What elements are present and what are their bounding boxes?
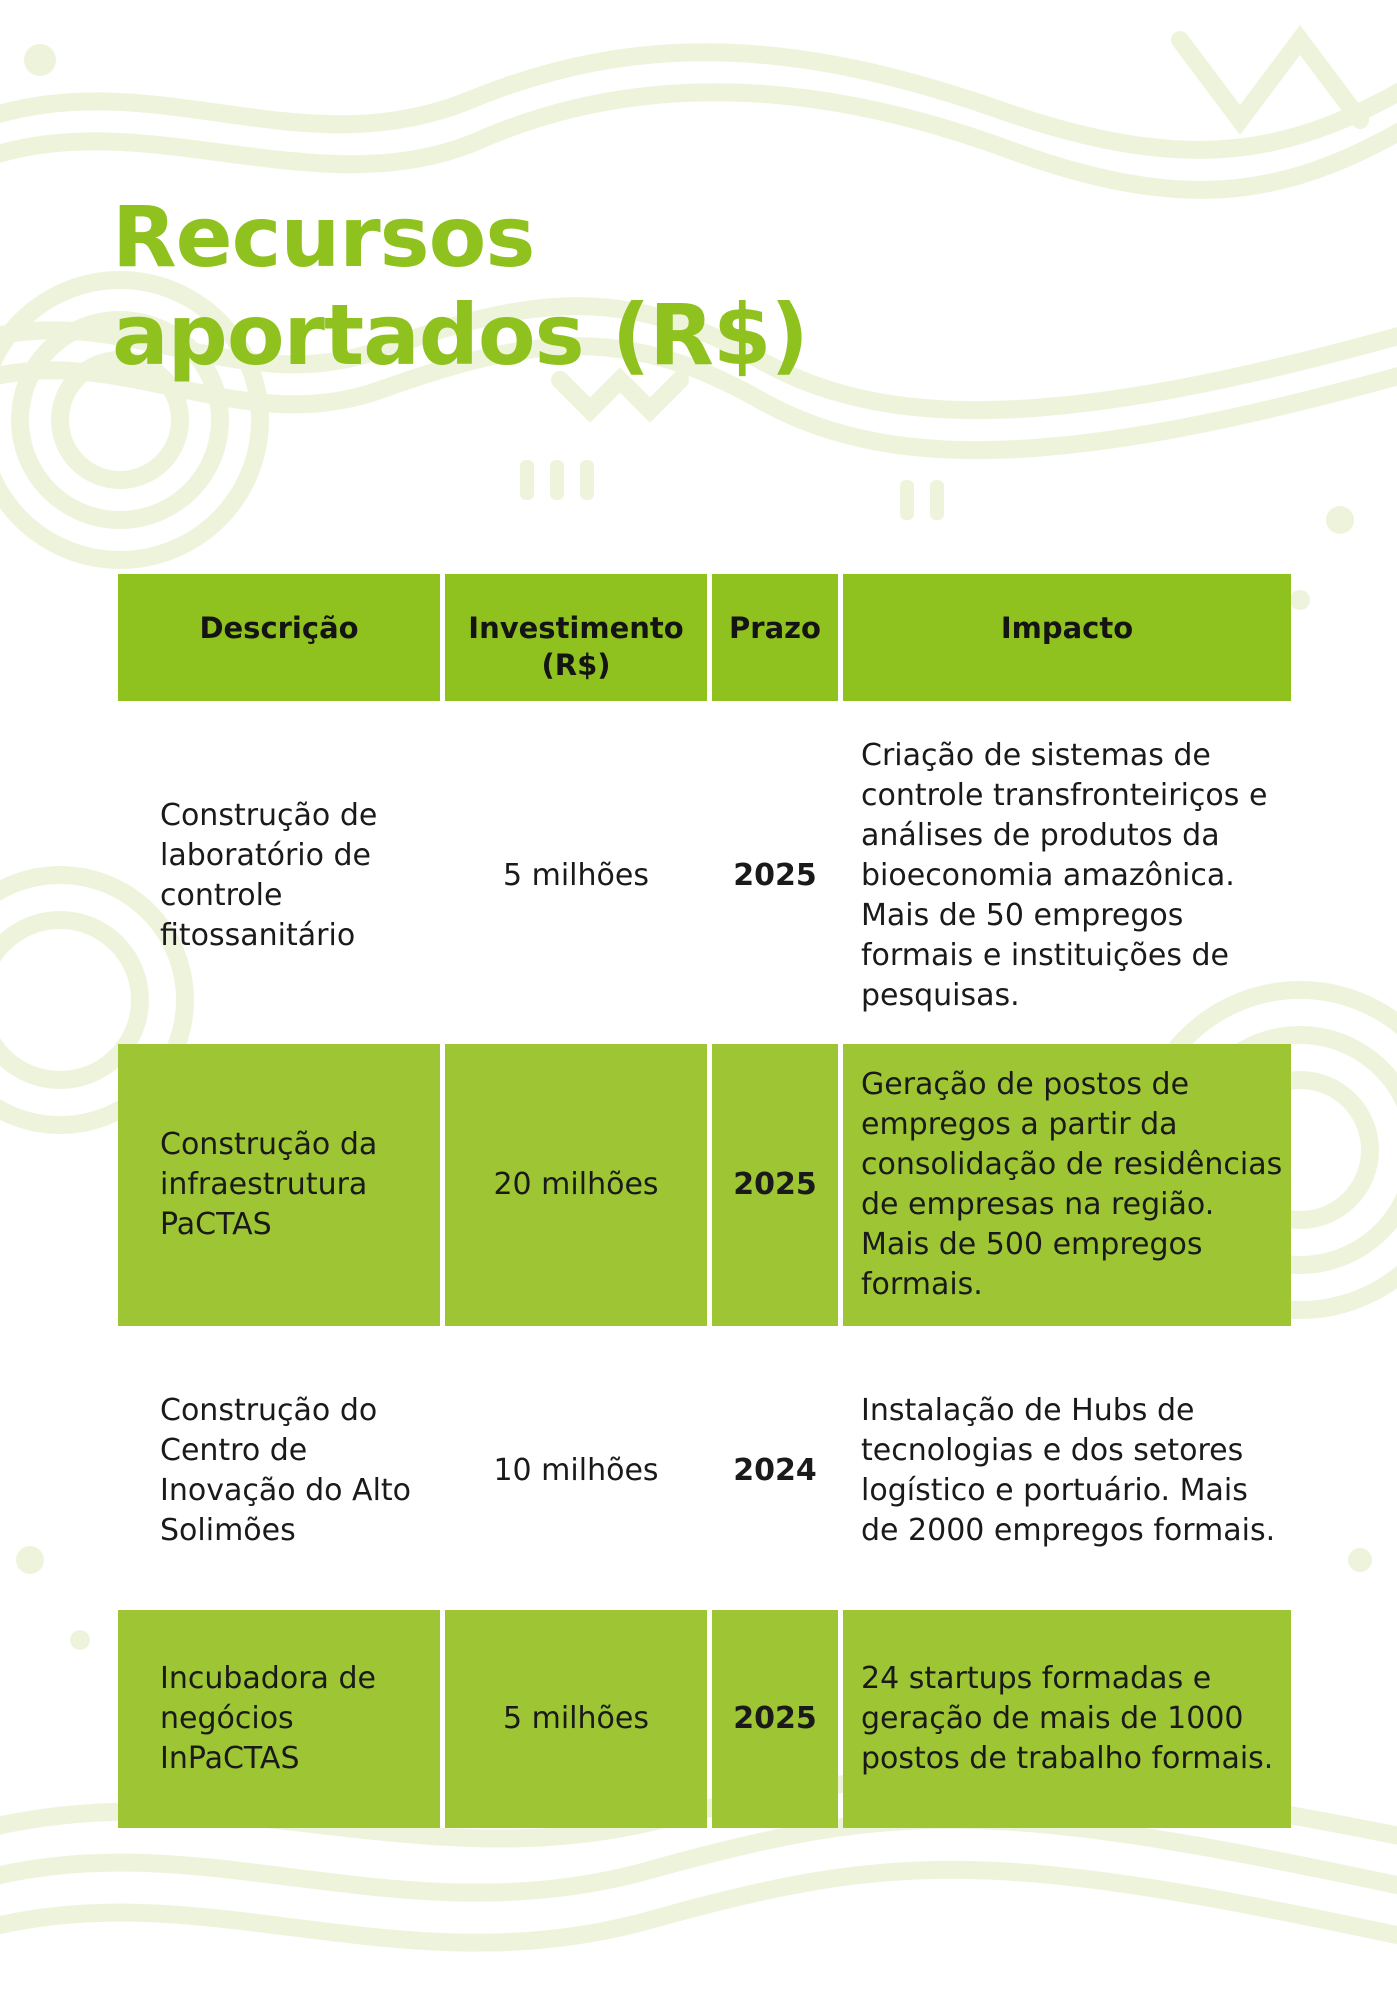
resources-table — [113, 574, 1296, 1828]
cell-descricao: Incubadora de negócios InPaCTAS — [118, 1610, 440, 1828]
page-title — [112, 188, 808, 384]
cell-investimento: 20 milhões — [445, 1044, 707, 1326]
cell-descricao: Construção de laboratório de controle fitossanitário — [160, 797, 378, 953]
cell-impacto: Instalação de Hubs de tecnologias e dos setores logístico e portuário. Mais de 2000 empregos formais. — [861, 1393, 1276, 1548]
cell-prazo: 2025 — [712, 1044, 838, 1326]
header-descricao: Descrição — [118, 574, 440, 701]
cell-impacto: Criação de sistemas de controle transfronteiriços e análises de produtos da bioeconomia amazônica. Mais de 50 empregos formais e instituições de pesquisas. — [861, 737, 1268, 1013]
cell-investimento: 5 milhões — [445, 1610, 707, 1828]
page-title-line-1: Recursos — [112, 188, 535, 286]
table-row — [118, 1044, 1291, 1326]
cell-prazo: 2025 — [712, 1610, 838, 1828]
cell-investimento: 10 milhões — [493, 1453, 659, 1488]
table-row — [118, 1610, 1291, 1828]
header-prazo: Prazo — [712, 574, 838, 701]
header-investimento: Investimento (R$) — [445, 574, 707, 701]
page-title-line-2: aportados (R$) — [112, 286, 808, 384]
cell-descricao: Construção da infraestrutura PaCTAS — [118, 1044, 440, 1326]
cell-descricao: Construção do Centro de Inovação do Alto Solimões — [160, 1393, 412, 1548]
table-header-row — [118, 574, 1291, 701]
cell-prazo: 2025 — [733, 857, 817, 893]
cell-impacto: 24 startups formadas e geração de mais de 1000 postos de trabalho formais. — [843, 1610, 1291, 1828]
cell-impacto: Geração de postos de empregos a partir da consolidação de residências de empresas na região. Mais de 500 empregos formais. — [843, 1044, 1291, 1326]
table-row — [118, 701, 1291, 1044]
cell-investimento: 5 milhões — [503, 857, 649, 893]
table-row — [118, 1326, 1291, 1610]
header-impacto: Impacto — [843, 574, 1291, 701]
cell-prazo: 2024 — [733, 1453, 817, 1488]
